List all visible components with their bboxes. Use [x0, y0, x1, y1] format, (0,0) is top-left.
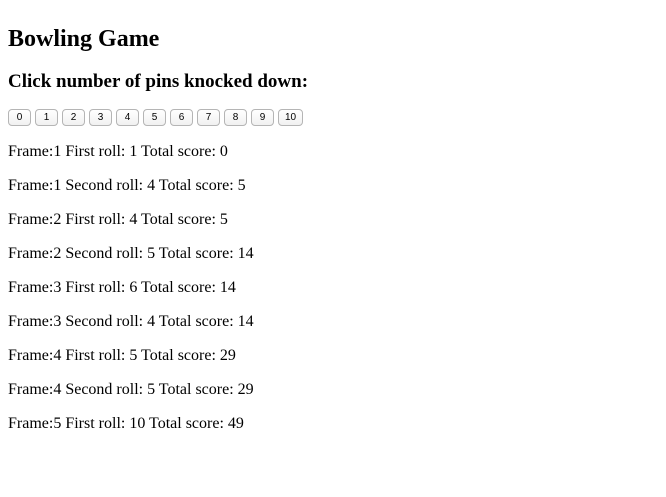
pin-button-10[interactable]: 10 — [278, 109, 303, 126]
instruction-heading: Click number of pins knocked down: — [8, 71, 309, 92]
page-title: Bowling Game — [8, 26, 160, 52]
pin-buttons — [8, 109, 658, 127]
pin-button-4[interactable]: 4 — [116, 109, 139, 126]
pin-button-8[interactable]: 8 — [224, 109, 247, 126]
roll-log — [8, 143, 658, 433]
log-entry: Frame:4 First roll: 5 Total score: 29 — [8, 347, 236, 364]
pin-button-5[interactable]: 5 — [143, 109, 166, 126]
pin-button-3[interactable]: 3 — [89, 109, 112, 126]
pin-button-0[interactable]: 0 — [8, 109, 31, 126]
log-entry: Frame:4 Second roll: 5 Total score: 29 — [8, 381, 254, 398]
log-entry: Frame:5 First roll: 10 Total score: 49 — [8, 415, 244, 432]
pin-button-9[interactable]: 9 — [251, 109, 274, 126]
pin-button-6[interactable]: 6 — [170, 109, 193, 126]
log-entry: Frame:2 Second roll: 5 Total score: 14 — [8, 245, 254, 262]
pin-button-1[interactable]: 1 — [35, 109, 58, 126]
log-entry: Frame:3 First roll: 6 Total score: 14 — [8, 279, 236, 296]
pin-button-2[interactable]: 2 — [62, 109, 85, 126]
log-entry: Frame:1 Second roll: 4 Total score: 5 — [8, 177, 246, 194]
pin-button-7[interactable]: 7 — [197, 109, 220, 126]
log-entry: Frame:3 Second roll: 4 Total score: 14 — [8, 313, 254, 330]
log-entry: Frame:2 First roll: 4 Total score: 5 — [8, 211, 228, 228]
log-entry: Frame:1 First roll: 1 Total score: 0 — [8, 143, 228, 160]
